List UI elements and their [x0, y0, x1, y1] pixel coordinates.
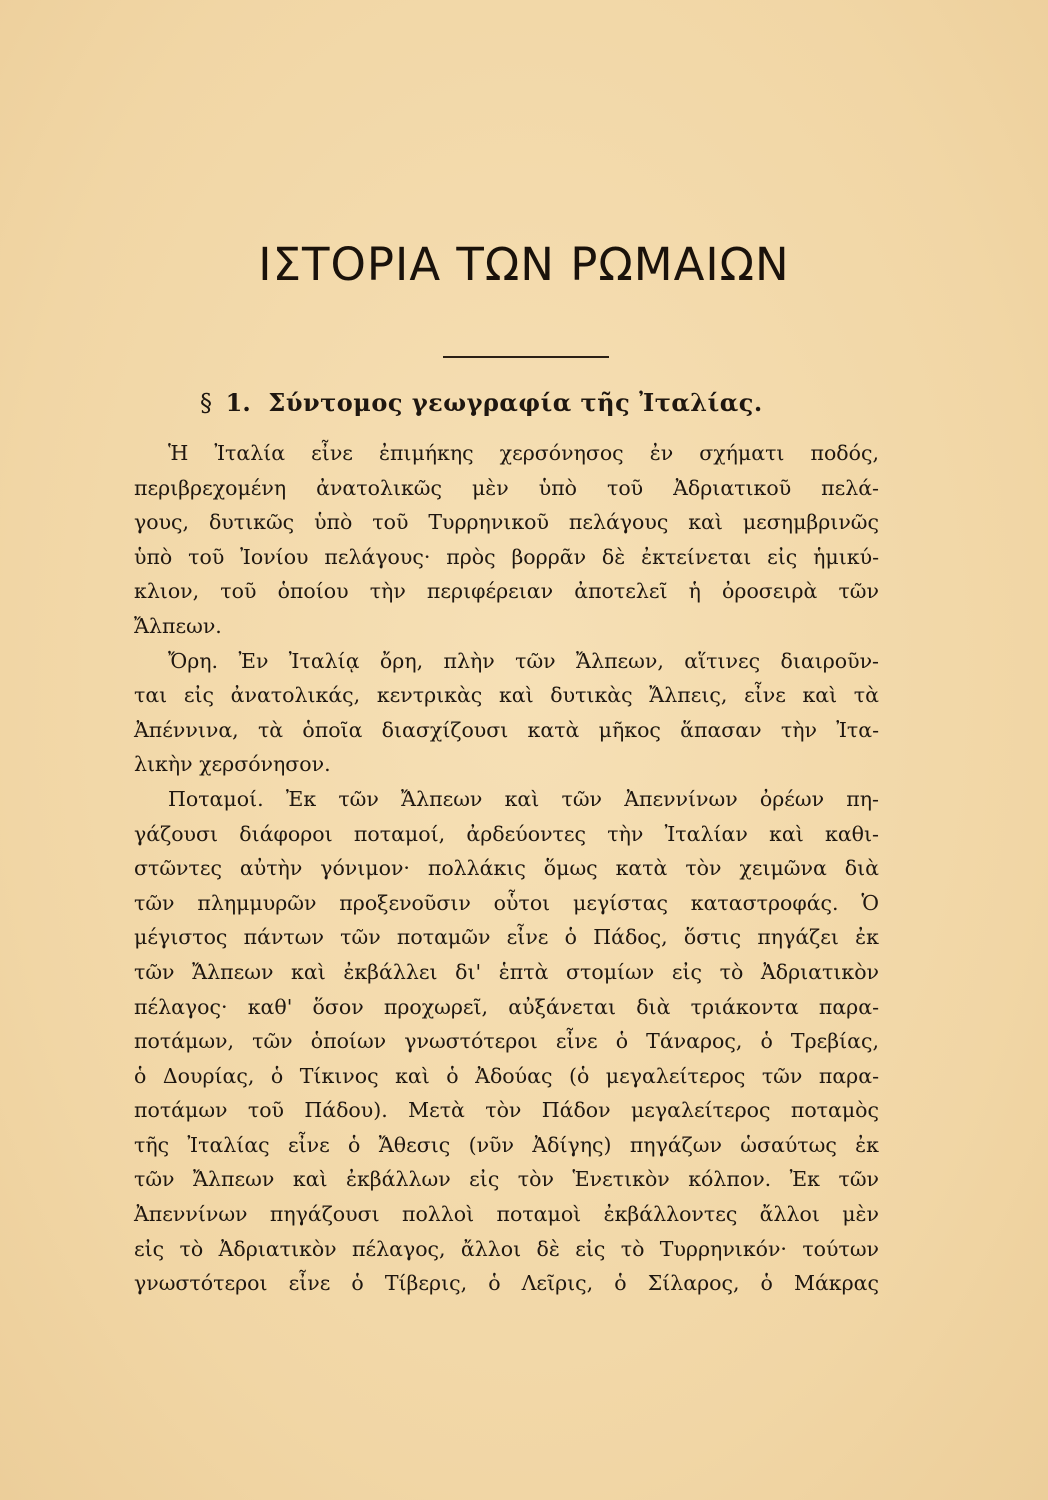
text-line: γνωστότεροι εἶνε ὁ Τίβερις, ὁ Λεῖρις, ὁ Σίλαρος, ὁ Μάκρας [134, 1271, 879, 1296]
text-line: τῶν Ἄλπεων καὶ ἐκβάλλων εἰς τὸν Ἑνετικὸν κόλπον. Ἐκ τῶν [134, 1167, 879, 1192]
text-line: ὁ Δουρίας, ὁ Τίκινος καὶ ὁ Ἀδούας (ὁ μεγαλείτερος τῶν παρα- [134, 1063, 879, 1088]
body-text [134, 436, 879, 1301]
text-line: Ὄρη. Ἐν Ἰταλίᾳ ὄρη, πλὴν τῶν Ἄλπεων, αἵτινες διαιροῦν- [168, 648, 879, 673]
section-heading [200, 388, 763, 417]
text-line: μέγιστος πάντων τῶν ποταμῶν εἶνε ὁ Πάδος, ὅστις πηγάζει ἐκ [134, 925, 879, 950]
section-title: Σύντομος γεωγραφία τῆς Ἰταλίας. [268, 388, 763, 417]
text-line: περιβρεχομένη ἀνατολικῶς μὲν ὑπὸ τοῦ Ἀδριατικοῦ πελά- [134, 475, 879, 500]
section-mark: § [200, 389, 212, 417]
text-line: ποτάμων τοῦ Πάδου). Μετὰ τὸν Πάδον μεγαλείτερος ποταμὸς [134, 1098, 879, 1123]
text-line: γους, δυτικῶς ὑπὸ τοῦ Τυρρηνικοῦ πελάγους καὶ μεσημβρινῶς [134, 510, 879, 535]
title-rule [443, 356, 609, 358]
text-line: πέλαγος· καθ' ὅσον προχωρεῖ, αὐξάνεται διὰ τριάκοντα παρα- [134, 994, 879, 1019]
text-line: Ποταμοί. Ἐκ τῶν Ἄλπεων καὶ τῶν Ἀπεννίνων ὀρέων πη- [168, 786, 879, 811]
text-line: Ἀπέννινα, τὰ ὁποῖα διασχίζουσι κατὰ μῆκος ἅπασαν τὴν Ἰτα- [134, 717, 879, 742]
text-line: τῶν πλημμυρῶν προξενοῦσιν οὗτοι μεγίστας καταστροφάς. Ὁ [134, 890, 879, 915]
text-line: ται εἰς ἀνατολικάς, κεντρικὰς καὶ δυτικὰς Ἄλπεις, εἶνε καὶ τὰ [134, 683, 879, 708]
text-line: γάζουσι διάφοροι ποταμοί, ἀρδεύοντες τὴν Ἰταλίαν καὶ καθι- [134, 821, 879, 846]
text-line: στῶντες αὐτὴν γόνιμον· πολλάκις ὅμως κατὰ τὸν χειμῶνα διὰ [134, 856, 879, 881]
text-line: τῶν Ἄλπεων καὶ ἐκβάλλει δι' ἑπτὰ στομίων εἰς τὸ Ἀδριατικὸν [134, 959, 879, 984]
text-line: ὑπὸ τοῦ Ἰονίου πελάγους· πρὸς βορρᾶν δὲ ἐκτείνεται εἰς ἡμικύ- [134, 544, 879, 569]
text-line: Ἄλπεων. [134, 613, 222, 638]
text-line: Ἀπεννίνων πηγάζουσι πολλοὶ ποταμοὶ ἐκβάλλοντες ἄλλοι μὲν [134, 1202, 879, 1227]
text-line: εἰς τὸ Ἀδριατικὸν πέλαγος, ἄλλοι δὲ εἰς τὸ Τυρρηνικόν· τούτων [134, 1236, 879, 1261]
page-title: ΙΣΤΟΡΙΑ ΤΩΝ ΡΩΜΑΙΩΝ [258, 238, 790, 291]
text-line: ποτάμων, τῶν ὁποίων γνωστότεροι εἶνε ὁ Τάναρος, ὁ Τρεβίας, [134, 1029, 879, 1054]
section-number: 1. [225, 388, 251, 417]
text-line: λικὴν χερσόνησον. [134, 752, 331, 777]
text-line: κλιον, τοῦ ὁποίου τὴν περιφέρειαν ἀποτελεῖ ἡ ὀροσειρὰ τῶν [134, 579, 879, 604]
text-line: τῆς Ἰταλίας εἶνε ὁ Ἄθεσις (νῦν Ἀδίγης) πηγάζων ὡσαύτως ἐκ [134, 1132, 879, 1157]
text-line: Ἡ Ἰταλία εἶνε ἐπιμήκης χερσόνησος ἐν σχήματι ποδός, [168, 441, 879, 465]
